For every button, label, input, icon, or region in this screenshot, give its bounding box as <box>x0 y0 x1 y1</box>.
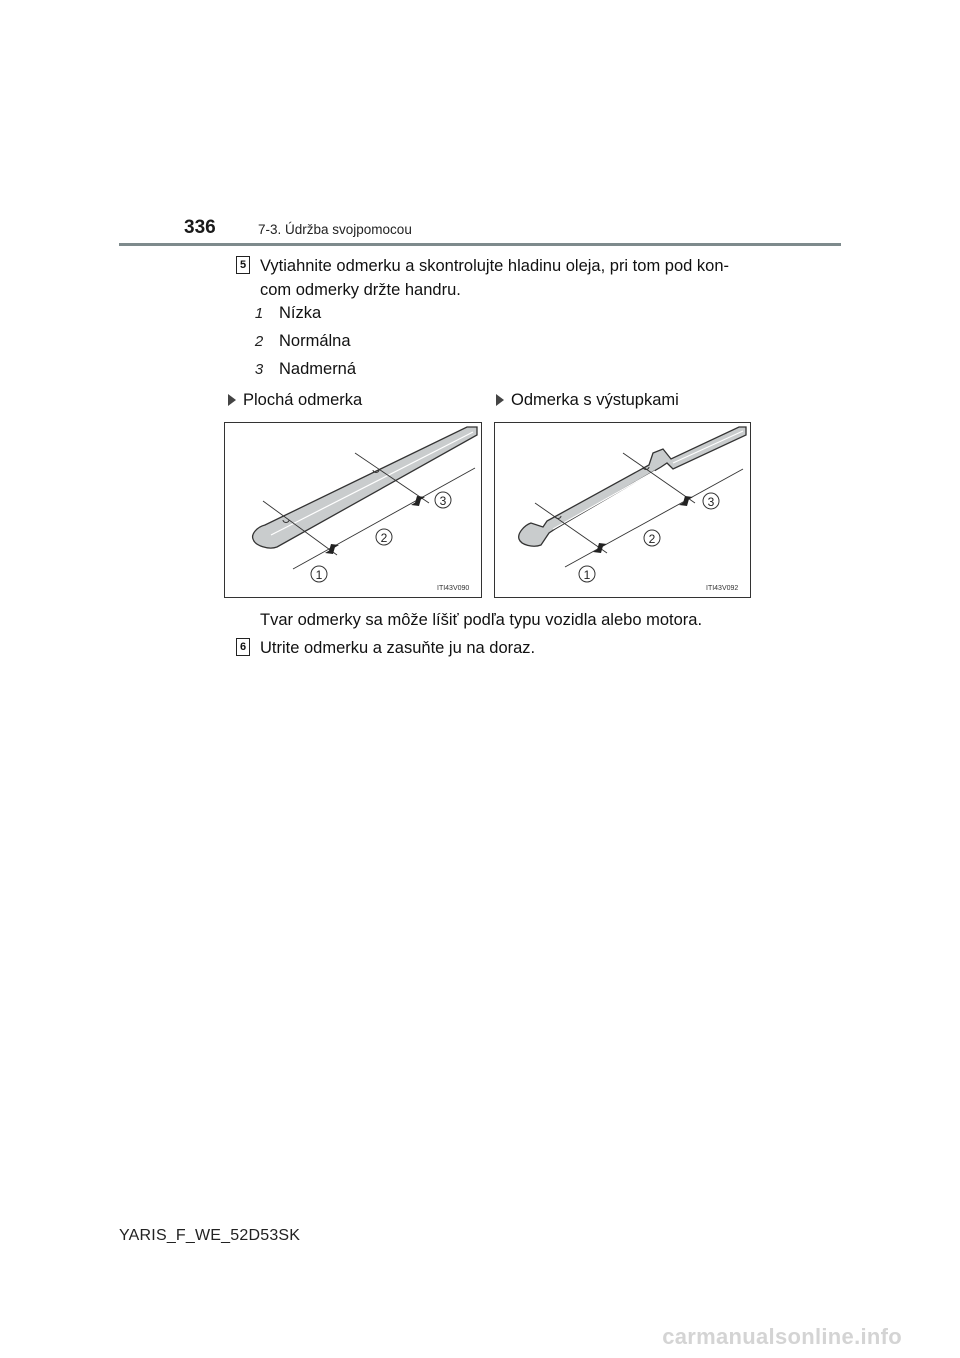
dipstick-shape-note: Tvar odmerky sa môže líšiť podľa typu vozidla alebo motora. <box>260 611 703 629</box>
figure-caption-flat: Plochá odmerka <box>243 391 363 409</box>
callout-3: 3 <box>707 495 715 509</box>
figure-code: ITI43V092 <box>706 585 739 592</box>
callout-1: 1 <box>315 568 323 582</box>
step-text-line: Utrite odmerku a zasuňte ju na doraz. <box>260 639 536 657</box>
level-number: 2 <box>254 333 264 350</box>
ridged-dipstick-illustration <box>495 423 750 597</box>
callout-3: 3 <box>439 494 447 508</box>
step-text-line: Vytiahnite odmerku a skontrolujte hladinu oleja, pri tom pod kon- <box>260 257 729 275</box>
callout-2: 2 <box>380 531 388 545</box>
watermark: carmanualsonline.info <box>662 1324 902 1349</box>
page-number: 336 <box>184 217 216 238</box>
figure-code: ITI43V090 <box>437 585 470 592</box>
document-code-footer: YARIS_F_WE_52D53SK <box>119 1227 301 1244</box>
header-rule <box>119 243 841 246</box>
step-number-badge: 5 <box>236 256 250 274</box>
step-number-badge: 6 <box>236 638 250 656</box>
callout-2: 2 <box>648 532 656 546</box>
section-title: 7-3. Údržba svojpomocou <box>258 222 412 237</box>
triangle-bullet-icon <box>496 394 504 406</box>
triangle-bullet-icon <box>228 394 236 406</box>
figure-caption-ridged: Odmerka s výstupkami <box>511 391 679 409</box>
level-number: 1 <box>254 305 264 322</box>
step-text-line: com odmerky držte handru. <box>260 281 461 299</box>
level-label-excess: Nadmerná <box>279 360 357 378</box>
callout-1: 1 <box>583 568 591 582</box>
level-number: 3 <box>254 361 264 378</box>
level-label-low: Nízka <box>279 304 322 322</box>
level-label-normal: Normálna <box>279 332 351 350</box>
figure-ridged-dipstick <box>494 422 751 598</box>
figure-flat-dipstick <box>224 422 482 598</box>
flat-dipstick-illustration <box>225 423 481 597</box>
